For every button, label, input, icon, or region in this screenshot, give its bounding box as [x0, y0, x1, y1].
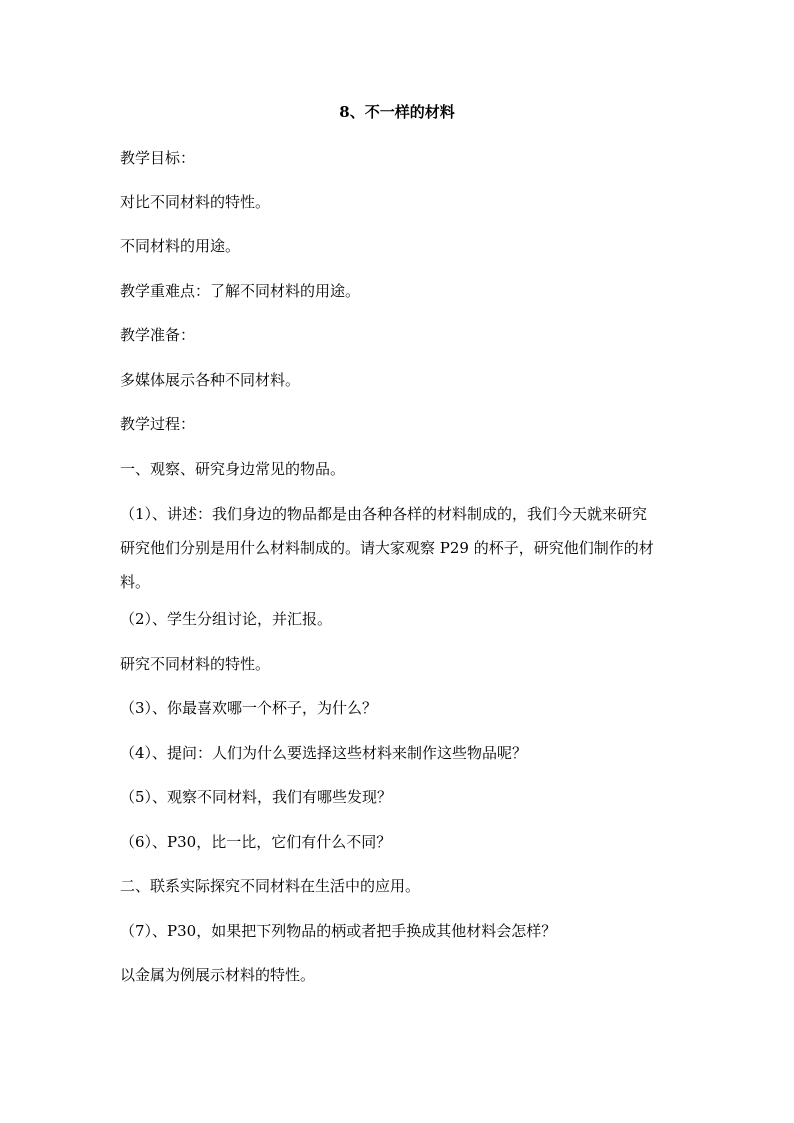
objective-item-2: 不同材料的用途。: [120, 237, 241, 255]
process-part-2-heading: 二、联系实际探究不同材料在生活中的应用。: [120, 877, 421, 895]
process-part-1-heading: 一、观察、研究身边常见的物品。: [120, 460, 346, 478]
step-1-paragraph: [120, 497, 680, 599]
step-4: （4）、提问：人们为什么要选择这些材料来制作这些物品呢？: [120, 744, 528, 762]
step-1-line-3: 料。: [120, 573, 151, 591]
section-heading-process: 教学过程：: [120, 415, 196, 433]
section-heading-preparation: 教学准备：: [120, 326, 196, 344]
step-5: （5）、观察不同材料，我们有哪些发现？: [120, 788, 393, 806]
step-1-line-1: （1）、讲述：我们身边的物品都是由各种各样的材料制成的，我们今天就来研究: [120, 505, 648, 523]
section-heading-objectives: 教学目标：: [120, 149, 196, 167]
metal-example: 以金属为例展示材料的特性。: [120, 966, 316, 984]
step-1-line-2: 研究他们分别是用什么材料制成的。请大家观察 P29 的杯子，研究他们制作的材: [120, 539, 654, 557]
document-title: 8、不一样的材料: [339, 103, 455, 121]
step-6: （6）、P30，比一比，它们有什么不同？: [120, 833, 392, 851]
step-2: （2）、学生分组讨论，并汇报。: [120, 610, 333, 628]
key-difficulty: 教学重难点：了解不同材料的用途。: [120, 282, 361, 300]
preparation-item: 多媒体展示各种不同材料。: [120, 371, 301, 389]
step-3: （3）、你最喜欢哪一个杯子，为什么？: [120, 699, 378, 717]
objective-item-1: 对比不同材料的特性。: [120, 193, 271, 211]
study-properties: 研究不同材料的特性。: [120, 655, 271, 673]
step-7: （7）、P30，如果把下列物品的柄或者把手换成其他材料会怎样？: [120, 922, 557, 940]
